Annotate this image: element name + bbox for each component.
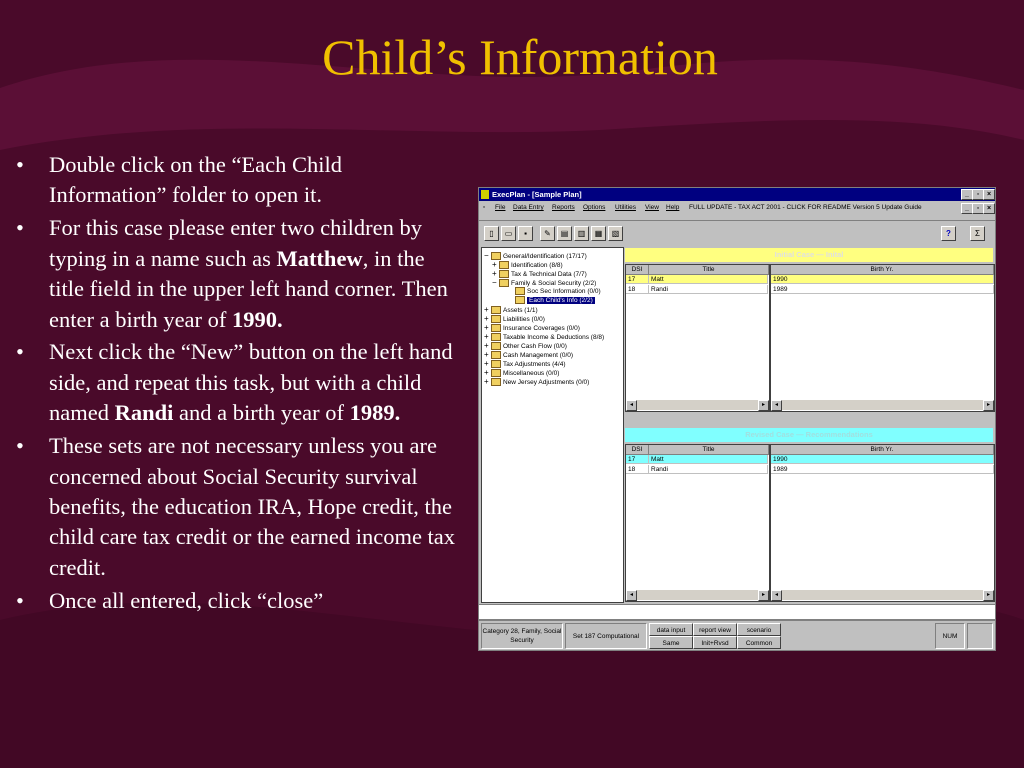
scroll-left-icon[interactable]: ◂ — [626, 400, 637, 411]
expand-icon[interactable]: + — [484, 359, 489, 368]
open-folder-icon[interactable]: ▭ — [501, 226, 516, 241]
row-title[interactable]: Matt — [649, 455, 768, 464]
tree-item-label: General/Identification (17/17) — [503, 253, 587, 260]
bullet-text: , in the title field in the upper left hand corner. Then enter a birth year of — [49, 245, 448, 332]
expand-icon[interactable]: + — [484, 350, 489, 359]
menu-bar — [479, 202, 995, 214]
doc-close-button[interactable]: × — [983, 203, 995, 214]
bullet-bold-year: 1990. — [232, 306, 283, 332]
tree-item[interactable] — [492, 260, 563, 269]
report-icon[interactable]: ▧ — [608, 226, 623, 241]
row-dsi[interactable]: 17 — [626, 455, 649, 464]
tree-item[interactable] — [484, 341, 567, 350]
menu-help[interactable]: Help — [666, 204, 680, 211]
bullet-bold-name: Matthew — [276, 245, 363, 271]
scroll-right-icon[interactable]: ▸ — [983, 590, 994, 601]
sigma-icon[interactable]: Σ — [970, 226, 985, 241]
doc-restore-button[interactable]: ▫ — [972, 203, 984, 214]
expand-icon[interactable]: + — [484, 377, 489, 386]
col-dsi: DSI — [626, 445, 649, 455]
init-rvsd-button[interactable]: Init+Rvsd — [693, 636, 737, 649]
tree-item-label: Soc Sec Information (0/0) — [527, 288, 601, 295]
expand-icon[interactable]: + — [484, 314, 489, 323]
menu-view[interactable]: View — [645, 204, 659, 211]
bullet-text: Next click the “New” button on the left hand side, and repeat this task, but with a child named — [49, 339, 453, 426]
tree-item[interactable] — [508, 296, 595, 305]
tree-item[interactable] — [484, 332, 604, 341]
page-icon[interactable]: ▦ — [591, 226, 606, 241]
tree-item[interactable] — [484, 350, 573, 359]
doc-minimize-button[interactable]: _ — [961, 203, 973, 214]
edit-icon[interactable]: ✎ — [540, 226, 555, 241]
folder-icon — [515, 296, 525, 304]
close-button[interactable]: × — [983, 189, 995, 200]
initial-left-scrollbar[interactable] — [626, 400, 769, 410]
expand-icon[interactable]: + — [492, 269, 497, 278]
scroll-right-icon[interactable]: ▸ — [758, 590, 769, 601]
tree-item[interactable] — [484, 305, 538, 314]
status-set: Set 187 Computational — [565, 623, 647, 649]
tree-item[interactable] — [508, 287, 601, 296]
col-title: Title — [649, 445, 769, 455]
revised-right-scrollbar[interactable] — [771, 590, 994, 600]
revised-right-pane — [770, 444, 995, 602]
menu-utilities[interactable]: Utilities — [615, 204, 636, 211]
scroll-left-icon[interactable]: ◂ — [771, 400, 782, 411]
bullet-item — [16, 213, 464, 335]
folder-icon — [515, 287, 525, 295]
revised-left-pane — [625, 444, 770, 602]
tree-item-label: Taxable Income & Deductions (8/8) — [503, 334, 605, 341]
row-dsi[interactable]: 17 — [626, 275, 649, 284]
bullet-text: Once all entered, click “close” — [49, 587, 324, 613]
doc-icon[interactable]: ▫ — [483, 204, 486, 211]
col-dsi: DSI — [626, 265, 649, 275]
bullet-text: For this case please enter two children by typing in a name such as — [49, 215, 423, 271]
tree-item[interactable] — [484, 314, 545, 323]
scenario-button[interactable]: scenario — [737, 623, 781, 636]
tree-item-label: Other Cash Flow (0/0) — [503, 343, 567, 350]
initial-right-pane — [770, 264, 995, 412]
copy-icon[interactable]: ▥ — [574, 226, 589, 241]
row-birth-yr[interactable]: 1990 — [771, 455, 994, 464]
tree-item-label: Liabilities (0/0) — [503, 316, 545, 323]
bullet-bold-name: Randi — [114, 400, 174, 426]
clipboard-icon[interactable]: ▤ — [557, 226, 572, 241]
expand-icon[interactable]: + — [484, 323, 489, 332]
scroll-left-icon[interactable]: ◂ — [771, 590, 782, 601]
tree-item-label: Each Child's Info (2/2) — [529, 297, 593, 304]
bullet-text: Double click on the “Each Child Information” folder to open it. — [49, 152, 343, 208]
slide-title: Child’s Information — [322, 29, 718, 85]
status-blank — [967, 623, 993, 649]
report-view-button[interactable]: report view — [693, 623, 737, 636]
bullet-item — [16, 431, 464, 583]
row-title[interactable]: Matt — [649, 275, 768, 284]
num-lock-indicator: NUM — [935, 623, 965, 649]
bullet-text: These sets are not necessary unless you are concerned about Social Security survival benefits, the education IRA, Hope credit, the child care tax credit or the earned income tax credit. — [49, 433, 456, 580]
bullet-text: and a birth year of — [173, 400, 350, 426]
folder-icon — [491, 378, 501, 386]
tree-item[interactable] — [484, 368, 559, 377]
tree-item[interactable] — [484, 377, 589, 386]
row-title[interactable]: Randi — [649, 465, 768, 474]
status-bar — [479, 620, 995, 651]
input-bar[interactable] — [479, 604, 995, 620]
expand-icon[interactable]: + — [492, 260, 497, 269]
row-birth-yr[interactable]: 1989 — [771, 285, 994, 294]
scroll-right-icon[interactable]: ▸ — [758, 400, 769, 411]
initial-right-scrollbar[interactable] — [771, 400, 994, 410]
tree-item-label: Family & Social Security (2/2) — [511, 280, 597, 287]
expand-icon[interactable]: + — [484, 341, 489, 350]
data-input-button[interactable]: data input — [649, 623, 693, 636]
bullet-bold-year: 1989. — [349, 400, 401, 426]
tree-item[interactable] — [492, 278, 596, 287]
restore-button[interactable]: ▫ — [972, 189, 984, 200]
tree-item-label: Identification (8/8) — [511, 262, 563, 269]
execplan-window — [478, 187, 996, 651]
revised-left-scrollbar[interactable] — [626, 590, 769, 600]
tree-item-label: New Jersey Adjustments (0/0) — [503, 379, 590, 386]
col-birth-yr: Birth Yr. — [771, 265, 994, 275]
row-dsi[interactable]: 18 — [626, 285, 649, 294]
row-dsi[interactable]: 18 — [626, 465, 649, 474]
minimize-button[interactable]: _ — [961, 189, 973, 200]
menu-options[interactable]: Options — [583, 204, 606, 211]
scroll-right-icon[interactable]: ▸ — [983, 400, 994, 411]
bullet-list — [16, 150, 464, 619]
expand-icon[interactable]: + — [484, 368, 489, 377]
common-button[interactable]: Common — [737, 636, 781, 649]
bullet-item — [16, 337, 464, 428]
initial-case-panel — [625, 248, 993, 422]
tree-item[interactable] — [484, 323, 580, 332]
category-tree — [481, 247, 624, 603]
menu-reports[interactable]: Reports — [552, 204, 575, 211]
collapse-icon[interactable]: − — [492, 278, 497, 287]
readme-notice[interactable]: FULL UPDATE - TAX ACT 2001 - CLICK FOR README Version 5 Update Guide — [689, 204, 922, 211]
tree-item-label: Tax & Technical Data (7/7) — [511, 271, 587, 278]
tree-item[interactable] — [492, 269, 587, 278]
window-titlebar[interactable] — [479, 188, 995, 201]
expand-icon[interactable]: + — [484, 332, 489, 341]
col-birth-yr: Birth Yr. — [771, 445, 994, 455]
revised-case-panel — [625, 428, 993, 602]
menu-data-entry[interactable]: Data Entry — [513, 204, 544, 211]
collapse-icon[interactable]: − — [484, 251, 489, 260]
row-title[interactable]: Randi — [649, 285, 768, 294]
tree-item-label: Cash Management (0/0) — [503, 352, 574, 359]
tree-item-label: Assets (1/1) — [503, 307, 538, 314]
tree-item-label: Tax Adjustments (4/4) — [503, 361, 566, 368]
expand-icon[interactable]: + — [484, 305, 489, 314]
initial-case-header: Initial Case — Inital — [625, 248, 993, 262]
window-title: ExecPlan - [Sample Plan] — [492, 190, 582, 199]
tree-item-label: Insurance Coverages (0/0) — [503, 325, 580, 332]
col-title: Title — [649, 265, 769, 275]
tree-item[interactable] — [484, 359, 566, 368]
row-birth-yr[interactable]: 1990 — [771, 275, 994, 284]
scroll-left-icon[interactable]: ◂ — [626, 590, 637, 601]
help-icon[interactable]: ? — [941, 226, 956, 241]
initial-left-pane — [625, 264, 770, 412]
app-icon — [481, 190, 489, 199]
same-button[interactable]: Same — [649, 636, 693, 649]
tree-item[interactable] — [484, 251, 587, 260]
bullet-item — [16, 586, 464, 616]
tree-item-label: Miscellaneous (0/0) — [503, 370, 560, 377]
save-icon[interactable]: ▪ — [518, 226, 533, 241]
new-document-icon[interactable]: ▯ — [484, 226, 499, 241]
row-birth-yr[interactable]: 1989 — [771, 465, 994, 474]
status-category: Category 28, Family, Social Security — [481, 623, 563, 649]
revised-case-header: Revised Case — Recommendations — [625, 428, 993, 442]
bullet-item — [16, 150, 464, 211]
toolbar — [479, 220, 995, 247]
menu-file[interactable]: File — [495, 204, 506, 211]
